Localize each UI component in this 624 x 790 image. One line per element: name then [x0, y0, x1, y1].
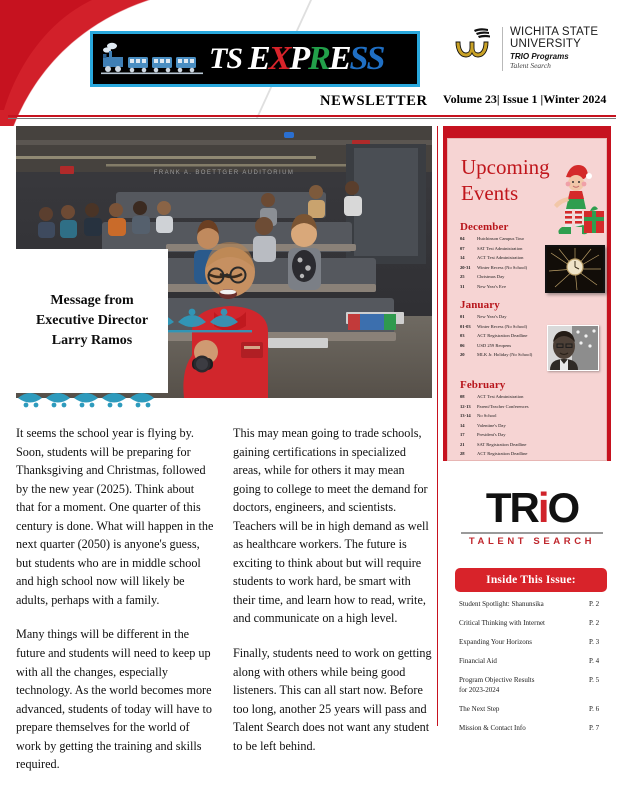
trio-wordmark	[459, 484, 605, 531]
newsletter-label: NEWSLETTER	[320, 93, 428, 109]
event-item	[460, 343, 592, 349]
express-letter-s1: S	[349, 40, 367, 77]
masthead-ts-text: TS	[209, 42, 243, 75]
callout-line-2: Executive Director	[35, 312, 149, 328]
trio-o-text: O	[547, 484, 579, 531]
event-date: 03	[460, 333, 465, 339]
wsu-logo-lockup	[452, 26, 598, 71]
event-item	[460, 394, 592, 400]
sidebar	[443, 126, 611, 461]
executive-director-callout	[16, 249, 168, 393]
event-date: 25	[460, 274, 465, 280]
event-item	[460, 246, 592, 252]
toc-row[interactable]	[459, 676, 611, 696]
svg-text:FRANK A. BOETTGER AUDITORIUM: FRANK A. BOETTGER AUDITORIUM	[153, 170, 295, 176]
event-date: 13-14	[460, 413, 471, 419]
upcoming-events-card	[443, 126, 611, 461]
event-text: Valentine's Day	[477, 422, 506, 428]
event-item	[460, 324, 592, 330]
toc-row[interactable]	[459, 705, 611, 715]
paragraph: This may mean going to trade schools, gaining certifications in specialized areas, while for others it may mean going to college to meet the demand for doctors, engineers, and scientists. Teachers will be in high demand as well as healthcare workers. The future is exciting to think about but will require students to work hard, be smart with their time, and learn how to read, write, and communicate on a high level.	[233, 426, 429, 626]
event-date: 20-31	[460, 264, 471, 270]
toc-row[interactable]	[459, 657, 611, 667]
trio-tr-text: TR	[485, 484, 538, 531]
events-card-body	[447, 138, 607, 461]
event-item	[460, 432, 592, 438]
event-item	[460, 274, 592, 280]
inside-this-issue-heading	[455, 568, 607, 592]
express-letter-r: R	[308, 40, 329, 77]
wsu-line-1: WICHITA STATE	[510, 26, 599, 38]
event-item	[460, 265, 592, 271]
event-text: ACT Registration Deadline	[477, 333, 528, 339]
month-heading: January	[460, 299, 500, 311]
event-date: 21	[460, 441, 465, 447]
event-item	[460, 236, 592, 242]
event-text: New Year's Day	[477, 314, 507, 319]
toc-page: P. 2	[589, 600, 600, 608]
month-heading: February	[460, 379, 506, 391]
inside-this-issue-list	[459, 600, 611, 743]
toc-title: The Next Step	[459, 704, 500, 713]
paragraph: Finally, students need to work on getting along with others while being good listeners. This can all start now. Before too long, another 25 years will pass and Talent Search does not want any student to be left behind.	[233, 646, 432, 753]
event-item	[460, 333, 592, 339]
event-text: President's Day	[477, 432, 506, 438]
event-item	[460, 413, 592, 419]
event-date: 20	[460, 352, 465, 358]
express-letter-e2: E	[328, 40, 350, 77]
toc-page: P. 4	[589, 656, 600, 665]
toc-page: P. 2	[589, 618, 600, 627]
toc-row[interactable]	[459, 724, 611, 734]
newsletter-header	[0, 0, 624, 118]
toc-row[interactable]	[459, 619, 611, 629]
event-item	[460, 442, 592, 448]
event-date: 14	[460, 255, 465, 261]
event-date: 31	[460, 283, 465, 289]
events-title-line-1: Upcoming	[461, 155, 550, 179]
events-card-right-bar	[607, 126, 611, 461]
express-letter-x: X	[268, 40, 290, 77]
month-heading: December	[460, 221, 509, 233]
toc-title: Financial Aid	[459, 656, 497, 665]
event-text: Winter Recess (No School)	[477, 323, 528, 329]
event-item	[460, 284, 592, 290]
toc-title-line-2: for 2023-2024	[459, 685, 500, 694]
trio-i-text: i	[537, 484, 548, 531]
event-text: ACT Test Administration	[477, 255, 524, 261]
express-letter-p: P	[289, 40, 309, 77]
event-text: SAT Test Administration	[477, 245, 523, 251]
event-text: USD 259 Reopens	[477, 342, 512, 348]
events-month-december	[460, 221, 592, 293]
event-text: Christmas Day	[477, 274, 505, 280]
event-date: 12-13	[460, 403, 471, 409]
event-text: SAT Registration Deadline	[477, 441, 527, 447]
paragraph: It seems the school year is flying by. Soon, students will be preparing for Thanksgiving and Christmas, followed by the new year (2025). Think about that for a moment. One quarter of this century is done. What will happen in the next quarter (2050) is anyone's guess, but students who are in middle school and high school now will likely be adults, perhaps with a family.	[16, 426, 214, 607]
events-card-top-bar	[443, 126, 611, 138]
steam-train-icon	[99, 41, 207, 77]
article-column-1	[16, 424, 215, 790]
teal-ornament-band	[16, 393, 168, 409]
trio-talent-search-logo	[459, 484, 605, 549]
event-date: 01-03	[460, 323, 471, 329]
events-month-february	[460, 379, 592, 461]
header-gray-rule	[8, 118, 616, 119]
event-text: Parent/Teacher Conferences	[477, 403, 529, 409]
event-text: Winter Recess (No School)	[477, 264, 528, 270]
toc-title: Expanding Your Horizons	[459, 637, 532, 646]
event-date: 08	[460, 394, 465, 399]
trio-divider	[461, 532, 603, 534]
toc-page: P. 6	[589, 704, 600, 713]
toc-title-line-1: Program Objective Results	[459, 675, 535, 684]
event-item	[460, 423, 592, 429]
event-date: 14	[460, 422, 465, 428]
trio-subtitle: TALENT SEARCH	[468, 536, 596, 547]
sidebar-divider-rule	[437, 126, 438, 726]
event-text: MLK Jr. Holiday (No School)	[477, 352, 533, 358]
event-item	[460, 451, 592, 457]
events-title-line-2: Events	[461, 180, 519, 205]
toc-page: P. 5	[589, 675, 600, 684]
wsu-divider	[502, 27, 503, 71]
article-column-2	[233, 424, 432, 771]
express-letter-e1: E	[248, 40, 269, 77]
toc-row[interactable]	[459, 638, 611, 648]
issue-line: Volume 23| Issue 1 |Winter 2024	[443, 92, 607, 106]
event-item	[460, 255, 592, 261]
wsu-talent-search-label: Talent Search	[510, 61, 551, 71]
event-date: 28	[460, 451, 465, 457]
event-date: 06	[460, 342, 465, 348]
toc-title: Mission & Contact Info	[459, 723, 526, 732]
event-text: ACT Test Administration	[477, 394, 524, 399]
masthead-express-text	[248, 42, 383, 76]
event-item	[460, 404, 592, 410]
event-text: New Year's Eve	[477, 283, 507, 289]
event-text: ACT Registration Deadline	[477, 451, 528, 457]
callout-line-3: Larry Ramos	[51, 333, 133, 349]
toc-page: P. 7	[589, 723, 600, 732]
inside-heading-text: Inside This Issue:	[486, 574, 576, 586]
toc-row[interactable]	[459, 600, 611, 610]
wsu-trio-programs-label: TRIO Programs	[510, 51, 569, 61]
toc-title	[459, 676, 589, 696]
event-date: 07	[460, 245, 465, 251]
toc-page: P. 3	[589, 637, 600, 646]
callout-line-1: Message from	[50, 292, 134, 308]
event-date: 04	[460, 236, 465, 241]
event-date: 01	[460, 314, 465, 319]
event-item	[460, 314, 592, 320]
events-month-january	[460, 299, 592, 362]
event-text: Hutchinson Campus Tour	[477, 236, 525, 241]
event-text: No School	[477, 413, 497, 419]
event-date: 17	[460, 432, 465, 438]
toc-title: Student Spotlight: Shanunsika	[459, 600, 544, 608]
paragraph: Many things will be different in the future and students will need to keep up with all the changes, especially technology. As the world becomes more advanced, students of today will have to prepare themselves for the world of work by getting the training and skills required.	[16, 627, 212, 772]
event-item	[460, 352, 592, 358]
header-red-rule	[8, 115, 616, 117]
masthead-banner	[90, 31, 420, 87]
toc-title: Critical Thinking with Internet	[459, 618, 545, 627]
wsu-line-2: UNIVERSITY	[510, 38, 582, 51]
wsu-shocker-logo-icon	[452, 26, 496, 62]
express-letter-s2: S	[366, 40, 384, 77]
